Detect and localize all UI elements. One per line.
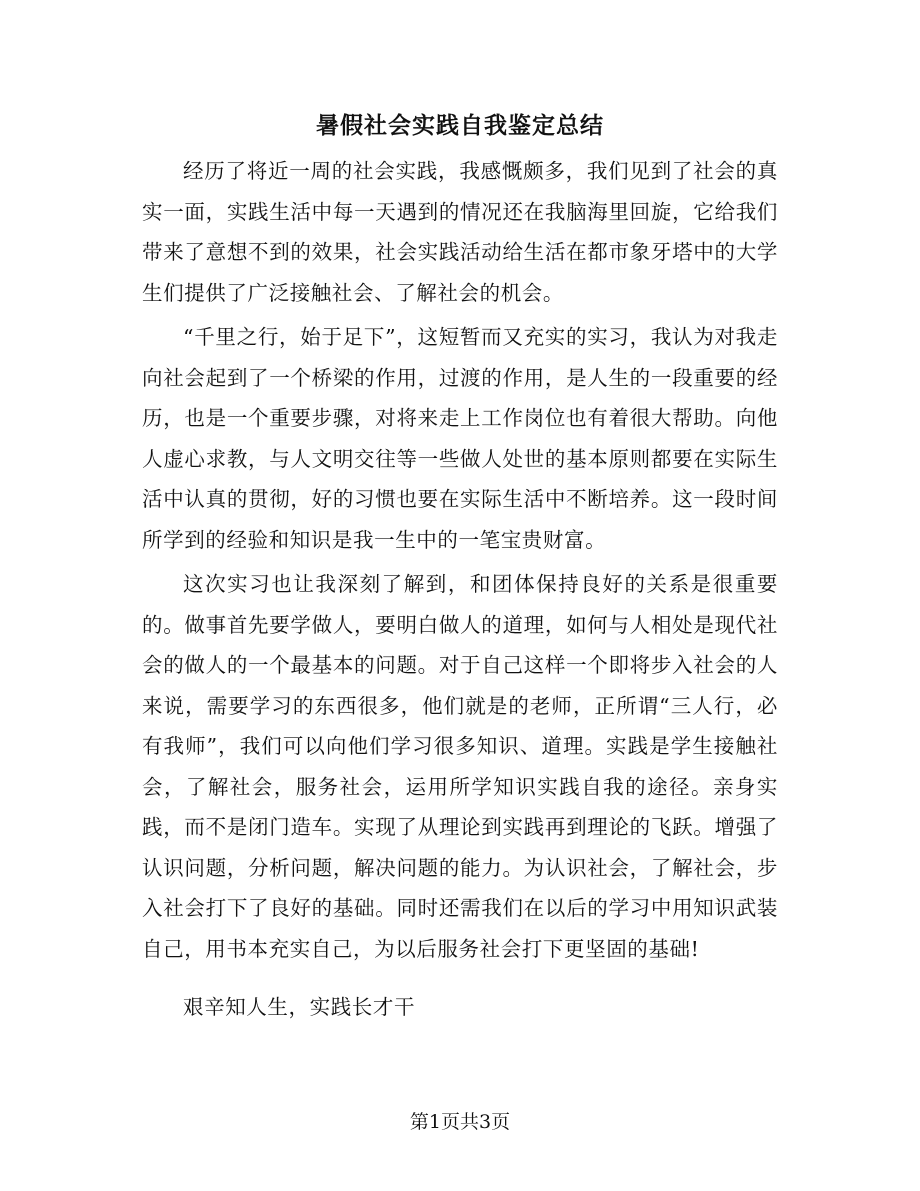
paragraph-1: 经历了将近一周的社会实践，我感慨颇多，我们见到了社会的真实一面，实践生活中每一天遇到的情况还在我脑海里回旋，它给我们带来了意想不到的效果，社会实践活动给生活在都市象牙塔中的大学生们提供了广泛接触社会、了解社会的机会。 bbox=[142, 159, 778, 305]
section-heading: 艰辛知人生，实践长才干 bbox=[183, 995, 416, 1019]
document-body bbox=[142, 151, 778, 1028]
document-title: 暑假社会实践自我鉴定总结 bbox=[316, 112, 604, 139]
paragraph-3: 这次实习也让我深刻了解到，和团体保持良好的关系是很重要的。做事首先要学做人，要明白做人的道理，如何与人相处是现代社会的做人的一个最基本的问题。对于自己这样一个即将步入社会的人来说，需要学习的东西很多，他们就是的老师，正所谓“三人行，必有我师”，我们可以向他们学习很多知识、道理。实践是学生接触社会，了解社会，服务社会，运用所学知识实践自我的途径。亲身实践，而不是闭门造车。实现了从理论到实践再到理论的飞跃。增强了认识问题，分析问题，解决问题的能力。为认识社会，了解社会，步入社会打下了良好的基础。同时还需我们在以后的学习中用知识武装自己，用书本充实自己，为以后服务社会打下更坚固的基础! bbox=[142, 572, 778, 961]
paragraph-2: “千里之行，始于足下”，这短暂而又充实的实习，我认为对我走向社会起到了一个桥梁的作用，过渡的作用，是人生的一段重要的经历，也是一个重要步骤，对将来走上工作岗位也有着很大帮助。向他人虚心求教，与人文明交往等一些做人处世的基本原则都要在实际生活中认真的贯彻，好的习惯也要在实际生活中不断培养。这一段时间所学到的经验和知识是我一生中的一笔宝贵财富。 bbox=[142, 325, 778, 552]
page-number-footer: 第1页共3页 bbox=[409, 1111, 511, 1133]
